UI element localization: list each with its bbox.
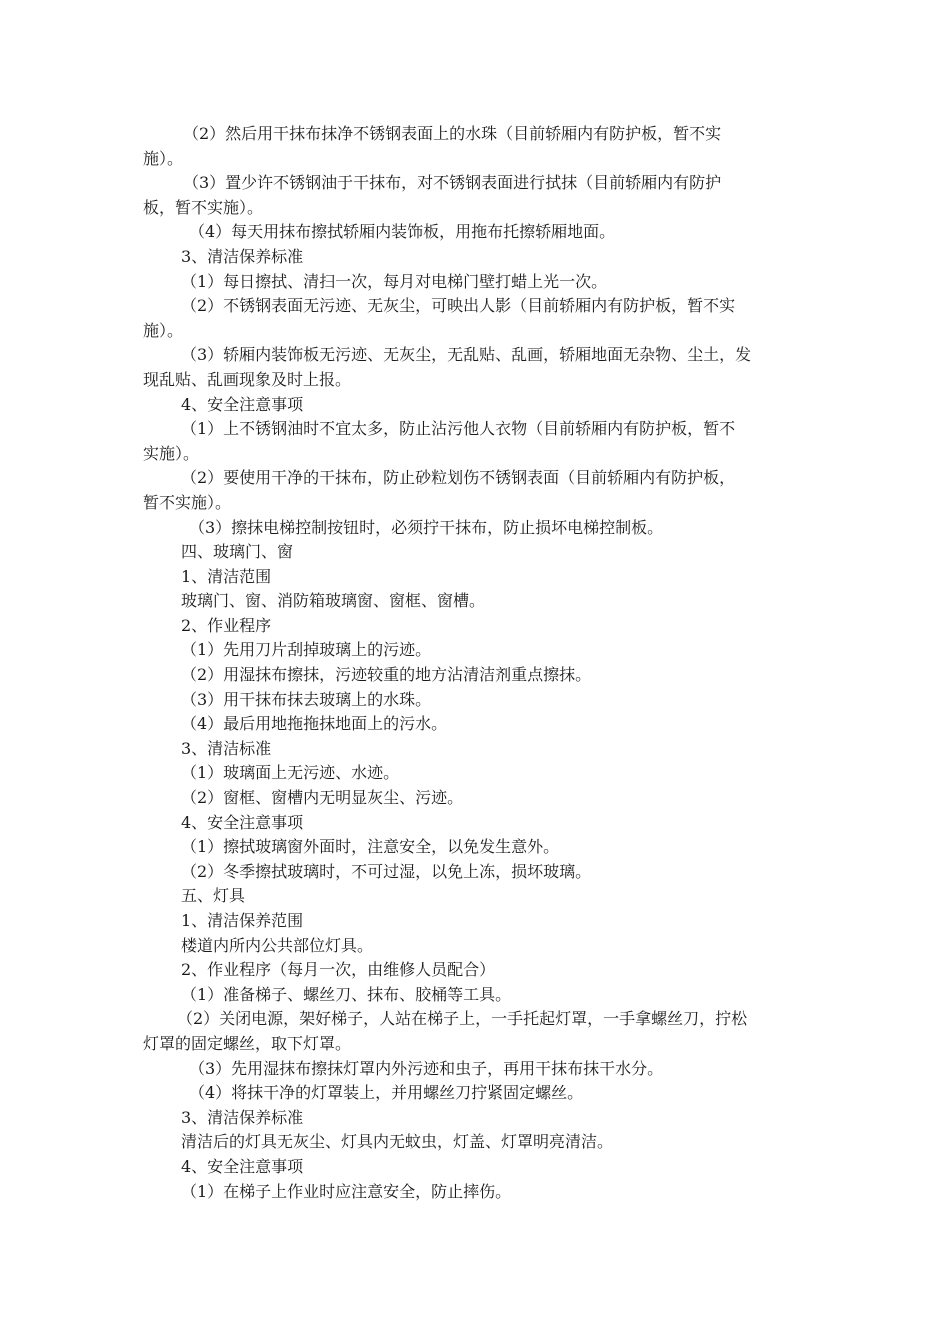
paragraph-line: （1）擦拭玻璃窗外面时，注意安全，以免发生意外。 — [181, 837, 560, 857]
chapter-heading: 四、玻璃门、窗 — [181, 542, 294, 562]
paragraph-line: （1）准备梯子、螺丝刀、抹布、胶桶等工具。 — [181, 984, 512, 1004]
paragraph-line: 清洁后的灯具无灰尘、灯具内无蚊虫，灯盖、灯罩明亮清洁。 — [181, 1132, 614, 1152]
paragraph-line: （2）然后用干抹布抹净不锈钢表面上的水珠（目前轿厢内有防护板，暂不实 — [183, 124, 722, 143]
paragraph-line: （3）用干抹布抹去玻璃上的水珠。 — [181, 689, 432, 709]
paragraph-line: （1）上不锈钢油时不宜太多，防止沾污他人衣物（目前轿厢内有防护板，暂不 — [181, 419, 736, 439]
section-heading: 4、安全注意事项 — [181, 394, 304, 414]
paragraph-line: 现乱贴、乱画现象及时上报。 — [143, 369, 352, 389]
paragraph-line: （3）先用湿抹布擦抹灯罩内外污迹和虫子，再用干抹布抹干水分。 — [189, 1058, 664, 1078]
paragraph-line: （1）每日擦拭、清扫一次，每月对电梯门壁打蜡上光一次。 — [181, 271, 608, 291]
paragraph-line: （2）不锈钢表面无污迹、无灰尘，可映出人影（目前轿厢内有防护板，暂不实 — [181, 296, 736, 316]
paragraph-line: （2）关闭电源，架好梯子，人站在梯子上，一手托起灯罩，一手拿螺丝刀，拧松 — [177, 1009, 748, 1029]
chapter-heading: 五、灯具 — [181, 886, 246, 906]
paragraph-line: 灯罩的固定螺丝，取下灯罩。 — [143, 1033, 352, 1053]
paragraph-line: 楼道内所内公共部位灯具。 — [181, 935, 374, 955]
section-heading: 4、安全注意事项 — [181, 812, 304, 832]
paragraph-line: 实施）。 — [143, 443, 200, 463]
paragraph-line: （1）玻璃面上无污迹、水迹。 — [181, 763, 400, 783]
paragraph-line: 施）。 — [143, 320, 184, 340]
paragraph-line: （2）用湿抹布擦抹，污迹较重的地方沾清洁剂重点擦抹。 — [181, 665, 592, 685]
paragraph-line: （3）轿厢内装饰板无污迹、无灰尘，无乱贴、乱画，轿厢地面无杂物、尘土，发 — [181, 345, 752, 365]
paragraph-line: 板，暂不实施）。 — [143, 197, 264, 217]
section-heading: 3、清洁保养标准 — [181, 1107, 304, 1127]
document-body — [143, 122, 809, 1204]
section-heading: 2、作业程序 — [181, 615, 272, 635]
paragraph-line: 施）。 — [143, 148, 184, 168]
paragraph-line: 玻璃门、窗、消防箱玻璃窗、窗框、窗槽。 — [181, 591, 486, 611]
paragraph-line: （2）要使用干净的干抹布，防止砂粒划伤不锈钢表面（目前轿厢内有防护板， — [181, 468, 736, 488]
paragraph-line: 暂不实施）。 — [143, 492, 232, 512]
section-heading: 1、清洁范围 — [181, 566, 272, 586]
paragraph-line: （2）冬季擦拭玻璃时，不可过湿，以免上冻，损坏玻璃。 — [181, 861, 592, 881]
paragraph-line: （4）将抹干净的灯罩装上，并用螺丝刀拧紧固定螺丝。 — [189, 1083, 584, 1103]
paragraph-line: （4）最后用地拖拖抹地面上的污水。 — [181, 714, 448, 734]
section-heading: 1、清洁保养范围 — [181, 911, 304, 930]
paragraph-line: （3）置少许不锈钢油于干抹布，对不锈钢表面进行拭抹（目前轿厢内有防护 — [183, 173, 722, 193]
paragraph-line: （4）每天用抹布擦拭轿厢内装饰板，用拖布托擦轿厢地面。 — [189, 222, 616, 242]
section-heading: 3、清洁标准 — [181, 738, 272, 758]
section-heading: 3、清洁保养标准 — [181, 246, 304, 266]
section-heading: 4、安全注意事项 — [181, 1156, 304, 1176]
paragraph-line: （3）擦抹电梯控制按钮时，必须拧干抹布，防止损坏电梯控制板。 — [189, 517, 664, 537]
paragraph-line: （1）在梯子上作业时应注意安全，防止摔伤。 — [181, 1181, 512, 1201]
paragraph-line: （1）先用刀片刮掉玻璃上的污迹。 — [181, 640, 432, 660]
section-heading: 2、作业程序（每月一次，由维修人员配合） — [181, 960, 496, 980]
paragraph-line: （2）窗框、窗槽内无明显灰尘、污迹。 — [181, 788, 464, 808]
